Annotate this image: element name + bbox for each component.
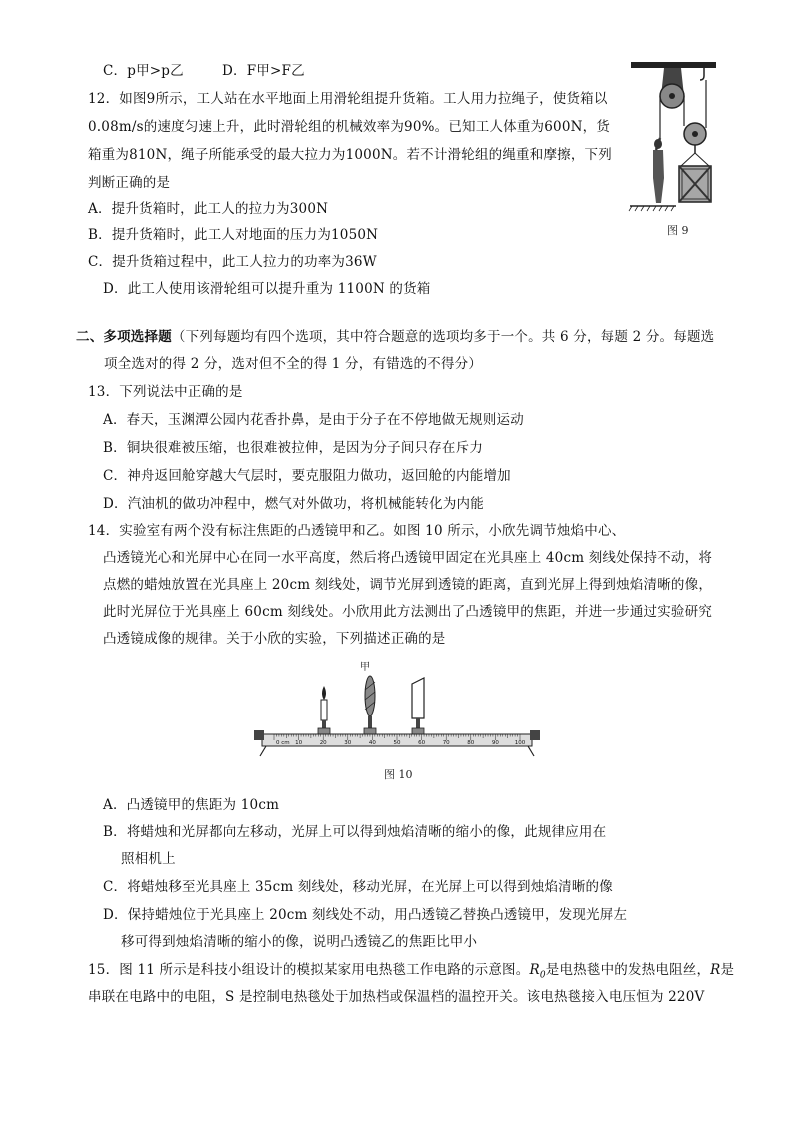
ruler-label: 50 <box>393 740 401 746</box>
q14-option-d-line2: 移可得到烛焰清晰的缩小的像，说明凸透镜乙的焦距比甲小 <box>121 934 478 950</box>
ruler-label: 60 <box>418 740 426 746</box>
section-2-line2: 项全选对的得 2 分，选对但不全的得 1 分，有错选的不得分） <box>104 356 483 372</box>
ruler-label: 40 <box>368 740 376 746</box>
q14-option-c: C．将蜡烛移至光具座上 35cm 刻线处，移动光屏，在光屏上可以得到烛焰清晰的像 <box>103 879 613 895</box>
figure-9-caption: 图 9 <box>667 224 689 237</box>
ruler-label: 90 <box>491 740 499 746</box>
q12-option-c: C．提升货箱过程中，此工人拉力的功率为36W <box>88 254 377 270</box>
q14-option-b-line1: B．将蜡烛和光屏都向左移动，光屏上可以得到烛焰清晰的缩小的像，此规律应用在 <box>103 824 607 840</box>
section-2-line1 <box>76 328 714 346</box>
figure-9-pulley <box>626 58 726 218</box>
ruler-unit: 0 cm <box>276 740 290 746</box>
q12-stem-line2: 0.08m/s的速度匀速上升，此时滑轮组的机械效率为90%。已知工人体重为600N，货 <box>88 119 611 135</box>
ruler-label: 80 <box>467 740 475 746</box>
q14-stem-line1: 14．实验室有两个没有标注焦距的凸透镜甲和乙。如图 10 所示，小欣先调节烛焰中心、 <box>88 523 626 539</box>
q12-stem-line4: 判断正确的是 <box>88 175 171 191</box>
r-symbol: R <box>710 962 721 978</box>
q12-option-d: D．此工人使用该滑轮组可以提升重为 1100N 的货箱 <box>103 281 431 297</box>
section-2-heading: 二、多项选择题 <box>76 329 172 345</box>
ruler-label: 30 <box>344 740 352 746</box>
ruler-label: 20 <box>319 740 327 746</box>
q15-stem-part1: 15．图 11 所示是科技小组设计的模拟某家用电热毯工作电路的示意图。 <box>88 962 530 978</box>
q12-stem-line1: 12．如图9所示，工人站在水平地面上用滑轮组提升货箱。工人用力拉绳子，使货箱以 <box>88 91 608 107</box>
q14-stem-line2: 凸透镜光心和光屏中心在同一水平高度，然后将凸透镜甲固定在光具座上 40cm 刻线处保持不动，将 <box>103 550 713 566</box>
figure-10-optical-bench <box>252 660 542 760</box>
q13-option-c: C．神舟返回舱穿越大气层时，要克服阻力做功，返回舱的内能增加 <box>103 468 511 484</box>
q11-option-d: D．F甲>F乙 <box>222 63 305 79</box>
r0-symbol: $R_0$ <box>529 962 546 981</box>
q14-option-a: A．凸透镜甲的焦距为 10cm <box>103 797 280 813</box>
q14-option-b-line2: 照相机上 <box>121 851 176 867</box>
q12-stem-line3: 箱重为810N，绳子所能承受的最大拉力为1000N。若不计滑轮组的绳重和摩擦，下列 <box>88 147 612 163</box>
q14-stem-line3: 点燃的蜡烛放置在光具座上 20cm 刻线处，调节光屏到透镜的距离，直到光屏上得到烛焰清晰的像， <box>103 577 713 593</box>
q11-option-c: C．p甲>p乙 <box>103 63 184 79</box>
q15-stem-line1 <box>88 961 734 985</box>
ruler-label: 100 <box>514 740 526 746</box>
section-2-instructions: （下列每题均有四个选项，其中符合题意的选项均多于一个。共 6 分，每题 2 分。每题选 <box>171 329 715 345</box>
q12-option-b: B．提升货箱时，此工人对地面的压力为1050N <box>88 227 379 243</box>
q14-option-d-line1: D．保持蜡烛位于光具座上 20cm 刻线处不动，用凸透镜乙替换凸透镜甲，发现光屏左 <box>103 907 628 923</box>
figure-10-caption: 图 10 <box>384 768 413 781</box>
q14-stem-line5: 凸透镜成像的规律。关于小欣的实验，下列描述正确的是 <box>103 631 446 647</box>
q14-stem-line4: 此时光屏位于光具座上 60cm 刻线处。小欣用此方法测出了凸透镜甲的焦距，并进一步通过实验研究 <box>103 604 713 620</box>
ruler-label: 70 <box>442 740 450 746</box>
lens-label: 甲 <box>360 662 370 673</box>
q12-option-a: A．提升货箱时，此工人的拉力为300N <box>88 201 329 217</box>
q13-option-d: D．汽油机的做功冲程中，燃气对外做功，将机械能转化为内能 <box>103 496 484 512</box>
q15-stem-part2: 是电热毯中的发热电阻丝， <box>545 962 711 978</box>
ruler-label: 10 <box>295 740 303 746</box>
q15-stem-line2: 串联在电路中的电阻，S 是控制电热毯处于加热档或保温档的温控开关。该电热毯接入电压恒为 220V <box>88 989 705 1005</box>
q15-stem-part3: 是 <box>720 962 735 978</box>
q13-stem: 13．下列说法中正确的是 <box>88 384 243 400</box>
q13-option-b: B．铜块很难被压缩，也很难被拉伸，是因为分子间只存在斥力 <box>103 440 484 456</box>
q13-option-a: A．春天，玉渊潭公园内花香扑鼻，是由于分子在不停地做无规则运动 <box>103 412 524 428</box>
